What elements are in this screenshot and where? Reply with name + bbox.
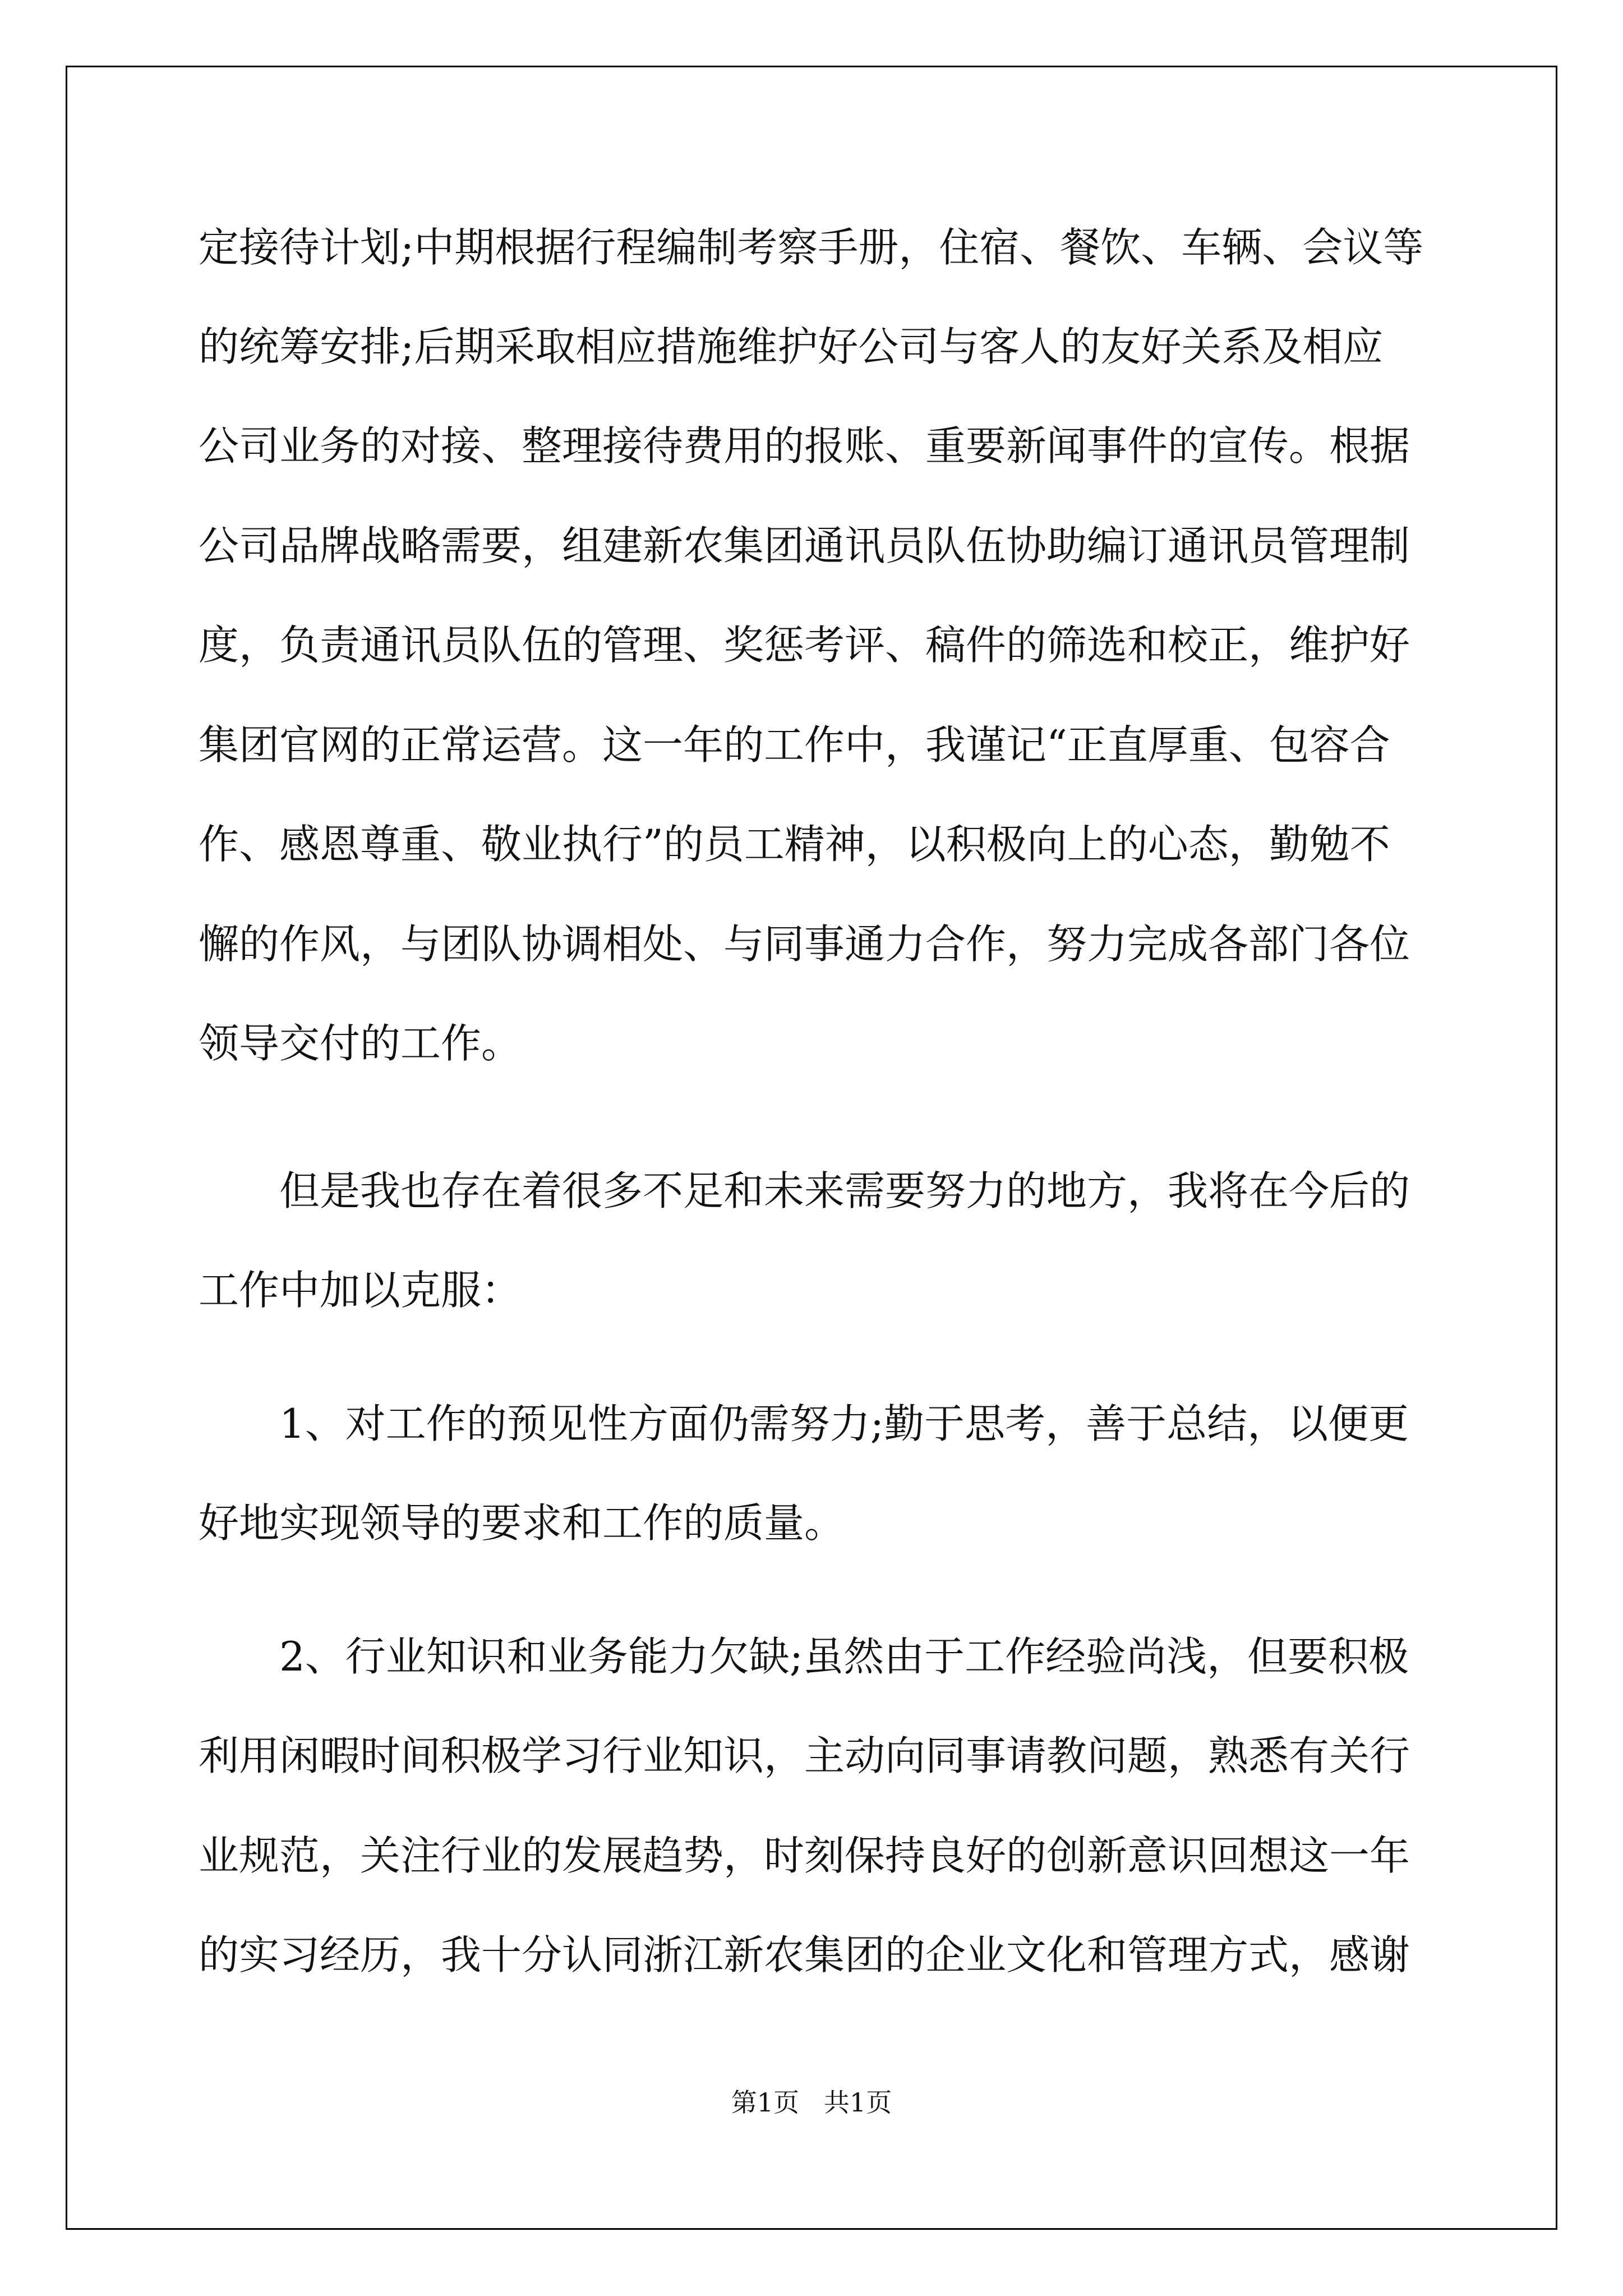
page-number-footer: 第1页 共1页	[731, 2087, 892, 2118]
page-border	[66, 66, 1557, 2230]
text-line: 公司品牌战略需要，组建新农集团通讯员队伍协助编订通讯员管理制	[199, 522, 1410, 569]
text-line: 公司业务的对接、整理接待费用的报账、重要新闻事件的宣传。根据	[199, 422, 1410, 470]
text-line: 1、对工作的预见性方面仍需努力;勤于思考，善于总结，以便更	[279, 1400, 1409, 1447]
text-line: 的统筹安排;后期采取相应措施维护好公司与客人的友好关系及相应	[199, 323, 1384, 370]
text-line: 度，负责通讯员队伍的管理、奖惩考评、稿件的筛选和校正，维护好	[199, 622, 1410, 669]
text-line: 利用闲暇时间积极学习行业知识，主动向同事请教问题，熟悉有关行	[199, 1732, 1410, 1779]
text-line: 领导交付的工作。	[199, 1020, 522, 1067]
text-line: 集团官网的正常运营。这一年的工作中，我谨记“正直厚重、包容合	[199, 721, 1390, 769]
text-line: 作、感恩尊重、敬业执行”的员工精神，以积极向上的心态，勤勉不	[199, 821, 1390, 868]
text-line: 业规范，关注行业的发展趋势，时刻保持良好的创新意识回想这一年	[199, 1832, 1410, 1879]
text-line: 的实习经历，我十分认同浙江新农集团的企业文化和管理方式，感谢	[199, 1931, 1410, 1978]
text-line: 定接待计划;中期根据行程编制考察手册，住宿、餐饮、车辆、会议等	[199, 224, 1424, 271]
text-line: 2、行业知识和业务能力欠缺;虽然由于工作经验尚浅，但要积极	[279, 1633, 1409, 1680]
text-line: 工作中加以克服：	[199, 1267, 522, 1314]
text-line: 好地实现领导的要求和工作的质量。	[199, 1499, 845, 1547]
text-line: 但是我也存在着很多不足和未来需要努力的地方，我将在今后的	[279, 1167, 1410, 1214]
text-line: 懈的作风，与团队协调相处、与同事通力合作，努力完成各部门各位	[199, 921, 1410, 968]
